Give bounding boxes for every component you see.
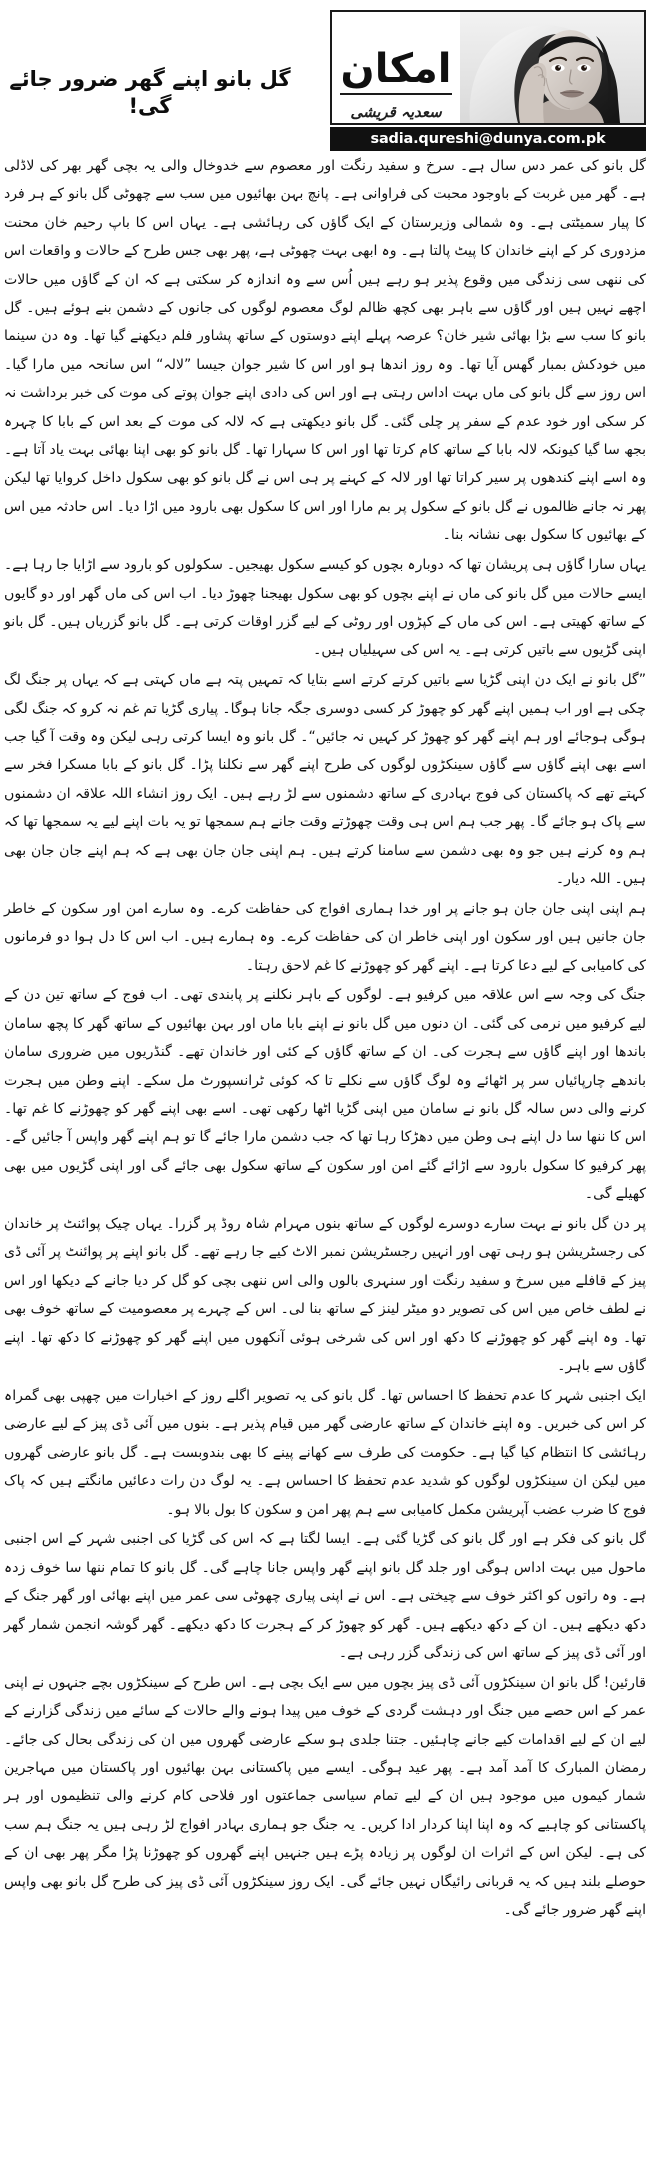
masthead <box>330 6 646 152</box>
article-paragraph: ”گل بانو نے ایک دن اپنی گڑیا سے باتیں کرتے کرتے اسے بتایا کہ تمہیں پتہ ہے ماں کہتی ہے کہ یہاں پر جنگ لگ چکی ہے اور اب ہمیں اپنے گھر کو چھوڑ کر کسی دوسری جگہ جانا ہوگا۔ پیاری گڑیا تم غم نہ کرو کہ جنگ لگی ہوگی ہوجائے اور ہم اپنے گھر کو چھوڑ کر کہیں نہ جائیں“۔ گل بانو وہ ایسا کرتی رہی لیکن وہ وقت آ گیا جب اسے بھی اپنے گاؤں سے گاؤں سینکڑوں لوگوں کی طرح اپنے گھر سے نکلنا پڑا۔ گل بانو کے بابا مسکرا فخر سے کہتے تھے کہ پاکستان کی فوج بہادری کے ساتھ دشمنوں سے لڑ رہے ہیں۔ ایک روز انشاء اللہ علاقہ ان دشمنوں سے پاک ہو جائے گا۔ پھر جب ہم اس ہی وقت چھوڑتے وقت جانے ہم سمجھا تو یہ بات اپنے لیے یہ سمجھا تھا کہ ہم وہ کرنے ہیں جو وہ بھی دشمن سے سامنا کرتے ہیں۔ ہم اپنی جان جان بھی ہے کہ ہم اپنے جان جان بھی ہیں۔ اللہ دیار۔ <box>4 672 646 887</box>
author-name: سعدیہ قریشی <box>350 103 442 121</box>
article-body <box>4 152 646 1926</box>
author-email-text: sadia.qureshi@dunya.com.pk <box>370 131 606 147</box>
author-portrait <box>460 12 646 123</box>
article-paragraph: جنگ کی وجہ سے اس علاقہ میں کرفیو ہے۔ لوگوں کے باہر نکلنے پر پابندی تھی۔ اب فوج کے ساتھ تین دن کے لیے کرفیو میں نرمی کی گئی۔ ان دنوں میں گل بانو نے اپنے بابا ماں اور بہن بھائیوں کے ساتھ گھر کا پچھ سامان باندھا اور اپنے گاؤں سے ہجرت کی۔ ان کے ساتھ گاؤں کے کئی اور خاندان تھے۔ گنڈریوں میں ضروری سامان باندھے چارپائیاں سر پر اٹھائے وہ لوگ گاؤں سے نکلے تا کہ کوئی ٹرانسپورٹ مل سکے۔ اپنے وطن میں ہجرت کرنے والی دس سالہ گل بانو نے سامان میں اپنی گڑیا اٹھا رکھی تھی۔ اسے بھی اپنے گھر کو چھوڑنے کا غم تھا۔ اس کا ننھا سا دل اپنے ہی وطن میں دھڑکا رہا تھا کہ جب دشمن مارا جائے گا تو ہم اپنے گھر واپس آ جائیں گے۔ پھر کرفیو کا سکول بارود سے اڑائے گئے امن اور سکون کے ساتھ سکول بھی جائے گی اور اپنی گڑیوں میں بھی کھیلے گی۔ <box>4 987 647 1203</box>
page-header <box>0 0 650 152</box>
masthead-frame <box>330 10 646 125</box>
column-brand-cell <box>332 12 460 123</box>
article-paragraph: یہاں سارا گاؤں ہی پریشان تھا کہ دوبارہ بچوں کو کیسے سکول بھیجیں۔ سکولوں کو بارود سے اڑایا جا رہا ہے۔ ایسے حالات میں گل بانو کی ماں نے اپنے بچوں کو بھی سکول بھیجنا چھوڑ دیا۔ اب اس کی ماں گھر اور دو گایوں کے ساتھ کھیتی ہے۔ اس کی ماں کے کپڑوں اور روٹی کے لیے گزر اوقات کرتی ہے۔ گل بانو گزریاں ہیں۔ گل بانو اپنی گڑیوں سے باتیں کرتی ہے۔ یہ اس کی سہیلیاں ہیں۔ <box>4 557 646 659</box>
article-paragraph: گل بانو کی فکر ہے اور گل بانو کی گڑیا گئی ہے۔ ایسا لگتا ہے کہ اس کی گڑیا کی اجنبی شہر کے اس اجنبی ماحول میں بہت اداس ہوگی اور جلد گل بانو اپنے گھر واپس جانا چاہے گی۔ گل بانو کا تمام ننھا سا خوف زدہ ہے۔ وہ راتوں کو اکثر خوف سے چیختی ہے۔ اس نے اپنی پیاری چھوٹی سی عمر میں اپنے بھائی اور گھر جنگ کے دکھ دیکھے ہیں۔ ان کے دکھ دیکھے ہیں۔ گھر کو چھوڑ کر کے ہجرت کا دکھ دیکھے۔ گھر گوشہ انجمن شمار گھر اور آئی ڈی پیز کے ساتھ اس کی زندگی گزر رہی ہے۔ <box>4 1531 646 1661</box>
column-brand-wordmark: امکان <box>340 46 452 92</box>
brand-divider <box>340 93 452 95</box>
article-paragraph: ہم اپنی اپنی جان جان ہو جانے پر اور خدا ہماری افواج کی حفاظت کرے۔ وہ سارے امن اور سکون کے خاطر جان جانیں ہیں اور سکون اور اپنی خاطر ان کی حفاظت کرے۔ وہ ہمارے ہیں۔ اب اس کا دل ہوا دو فرمانوں کی کامیابی کے لیے دعا کرتا ہے۔ اپنے گھر کو چھوڑنے کا غم لاحق رہتا۔ <box>4 900 646 974</box>
article-paragraph: ایک اجنبی شہر کا عدم تحفظ کا احساس تھا۔ گل بانو کی یہ تصویر اگلے روز کے اخبارات میں چھپی بھی گمراہ کر اس کی خبریں۔ وہ اپنے خاندان کے ساتھ عارضی گھر میں قیام پذیر ہے۔ بنوں میں آئی ڈی پیز کے لیے عارضی رہائشی کا انتظام کیا گیا ہے۔ حکومت کی طرف سے کھانے پینے کا بھی بندوبست ہے۔ گل بانو عارضی گھروں میں لیکن ان سینکڑوں لوگوں کو شدید عدم تحفظ کا احساس ہے۔ یہ لوگ دن رات دعائیں مانگتے ہیں کہ پاک فوج کا ضرب عضب آپریشن مکمل کامیابی سے ہم پھر امن و سکون کا بول بالا ہو۔ <box>4 1387 646 1518</box>
article-paragraph: پر دن گل بانو نے بہت سارے دوسرے لوگوں کے ساتھ بنوں مہرام شاہ روڈ پر گزرا۔ یہاں چیک پوائنٹ پر خاندان کی رجسٹریشن ہو رہی تھی اور انہیں رجسٹریشن نمبر الاٹ کیے جا رہے تھے۔ گل بانو اپنے پر پوائنٹ پر آئی ڈی پیز کے قافلے میں سرخ و سفید رنگت اور سنہری بالوں والی اس ننھی بچی کو گل کر دیا جانے کے دیکھا اور اس نے لطف خاص میں اس کی تصویر دو میٹر لینز کے ساتھ بنا لی۔ اس کے چہرے پر معصومیت کے ساتھ خوف بھی تھا۔ وہ اپنے گھر کو چھوڑنے کا دکھ اور اس کی شرخی ہوئی آنکھوں میں اپنے گھر کو چھوڑنے کا دکھ تھا۔ اپنے گاؤں سے باہر۔ <box>4 1216 646 1375</box>
author-email-strip[interactable] <box>330 127 646 151</box>
article-paragraph: گل بانو کی عمر دس سال ہے۔ سرخ و سفید رنگت اور معصوم سے خدوخال والی یہ بچی گھر بھر کی لاڈلی ہے۔ گھر میں غربت کے باوجود محبت کی فراوانی ہے۔ پانچ بہن بھائیوں میں سب سے چھوٹی گل بانو کے ہر فرد کا پیار سمیٹتی ہے۔ وہ شمالی وزیرستان کے ایک گاؤں کی رہائشی ہے۔ یہاں اس کا باپ رحیم خان محنت مزدوری کر کے اپنے خاندان کا پیٹ پالتا ہے۔ وہ ابھی بہت چھوٹی ہے، پھر بھی جس طرح کے حالات و واقعات اس کی ننھی سی زندگی میں وقوع پذیر ہو رہے ہیں اُس سے وہ اندازہ کر سکتی ہے کہ ان کے گاؤں میں حالات اچھے نہیں ہیں اور گاؤں سے باہر بھی کچھ ظالم لوگ معصوم لوگوں کی جانوں کے دشمن بنے ہوئے ہیں۔ گل بانو کا سب سے بڑا بھائی شیر خان؟ عرصہ پہلے اپنے دوستوں کے ساتھ پشاور فلم دیکھنے گیا تھا۔ وہ دن سینما میں خودکش بمبار گھس آیا تھا۔ وہ روز اندھا ہو اور اس کا شیر جوان جیسا ”لالہ“ اس سانحہ میں مارا گیا۔ اس روز سے گل بانو کی ماں بہت اداس رہتی ہے اور اس کی دادی اپنے جوان پوتے کی موت کی خبر برداشت نہ کر سکی اور خود عدم کے سفر پر چلی گئی۔ گل بانو دیکھتی ہے کہ لالہ کی موت کے بعد اس کے بابا کا چہرہ بجھ سا گیا کیونکہ لالہ بابا کے ساتھ کام کرتا تھا اور اس کا سہارا تھا۔ گل بانو کو بھی اپنا بھائی بہت یاد آتا ہے۔ وہ اسے اپنے کندھوں پر سیر کراتا تھا اور لالہ کے کہنے پر ہی اس نے گل بانو کو بھی سکول داخل کروایا تھا لیکن پھر نہ جانے ظالموں نے گل بانو کے سکول پر بم مارا اور اس کا سکول بھی بارود میں اڑا دیا۔ اس حادثہ میں اس کے بھائیوں کا سکول بھی نشانہ بنا۔ <box>4 158 646 544</box>
article-headline: گل بانو اپنے گھر ضرور جائے گی! <box>9 67 291 119</box>
article-paragraph: قارئین! گل بانو ان سینکڑوں آئی ڈی پیز بچوں میں سے ایک بچی ہے۔ اس طرح کے سینکڑوں بچے جنہوں نے اپنی عمر کے اس حصے میں جنگ اور دہشت گردی کے خوف میں پیدا ہونے والے حالات کے سائے میں زندگی گزارنے کے لیے ان کے لیے اقدامات کیے جانے چاہئیں۔ جتنا جلدی ہو سکے عارضی گھروں میں ان کی زندگی بحال کی جائے۔ رمضان المبارک کا آمد آمد ہے۔ پھر عید ہوگی۔ ایسے میں پاکستانی بہن بھائیوں اور پاکستان میں مہاجرین شمار کیموں میں موجود ہیں ان کے لیے تمام سیاسی جماعتوں اور فلاحی کام کرنے والی تنظیموں اور ہر پاکستانی کو چاہیے کہ وہ اپنا اپنا کردار ادا کریں۔ یہ جنگ جو ہماری بہادر افواج لڑ رہی ہیں یہ جنگ ہم سب کی ہے۔ لیکن اس کے اثرات ان لوگوں پر زیادہ پڑے ہیں جنہیں اپنے گھروں کو چھوڑنا پڑا مگر پھر بھی ان کے حوصلے بلند ہیں کہ یہ قربانی رائیگاں نہیں جائے گی۔ ایک روز سینکڑوں آئی ڈی پیز کی طرح گل بانو بھی واپس اپنے گھر ضرور جائے گی۔ <box>4 1674 646 1919</box>
